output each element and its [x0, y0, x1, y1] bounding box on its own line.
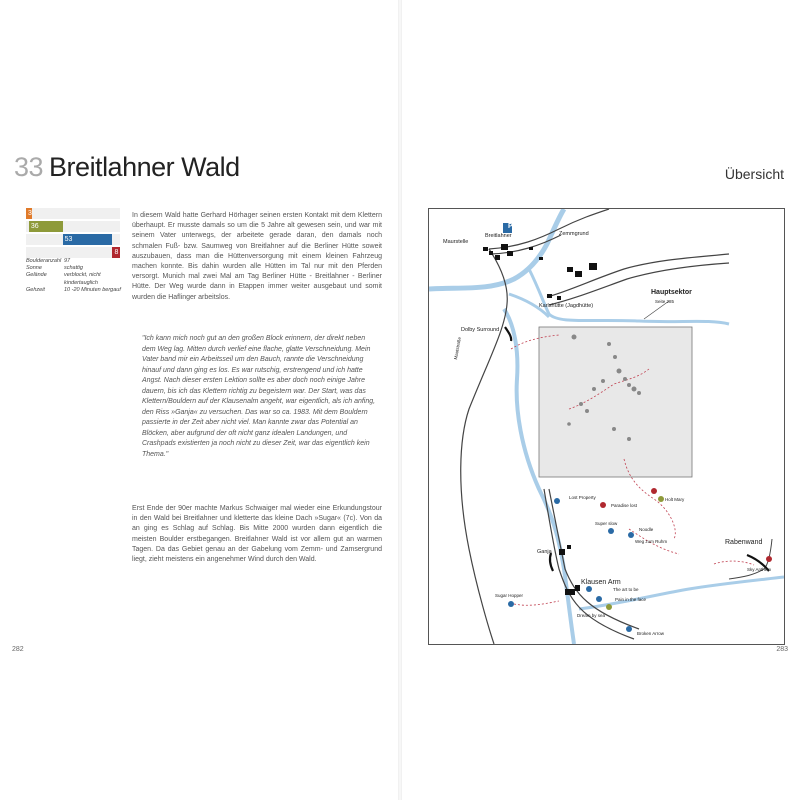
stat-key: Boulderanzahl [26, 258, 62, 264]
label-dolby-surround: Dolby Surround [461, 327, 500, 333]
label-maurstelle: Maurstelle [443, 239, 469, 245]
area-number: 33 [14, 152, 44, 182]
road [549, 263, 729, 305]
quote-paragraph: "Ich kann mich noch gut an den großen Block erinnern, der direkt neben dem Weg lag. Mitten durch verlief eine flache, glatte Verschneidung. Mein Vater band mir ein Arbeitsseil um den Bauch, rannte die Verschneidung hinauf und dann ging es los. Es war rutschig, erstrengend und ich hatte Angst. Nach dieser ersten Lektion sollte es aber doch noch einige Jahre dauern, bis ich das Klettern richtig zu begeistern war. Der Start, was das Klettern/Bouldern auf der Klausenalm angeht, war eigentlich, als ich anfing, den Riss »Ganja« zu versuchen. Das war so ca. 1983. Mit dem Bouldern passierte in der Zeit aber nicht viel. Man kannte zwar das Potential an Blöcken, aber aufgrund der oft nicht ganz idealen Landungen, und Crashpads existierten ja noch nicht zu dieser Zeit, war das eigentlich kein Thema." [142, 335, 376, 458]
building [539, 257, 543, 260]
label-lost-property: Lost Property [569, 495, 596, 500]
building [507, 251, 513, 256]
hauptsektor-area [539, 327, 692, 477]
stat-row [26, 287, 126, 294]
building [565, 589, 575, 595]
river [429, 209, 564, 289]
trail [714, 561, 754, 565]
label-klausen-arm: Klausen Arm [581, 579, 621, 586]
building [501, 244, 508, 250]
rock-wall [505, 327, 511, 341]
building [589, 263, 597, 270]
building [547, 294, 552, 298]
difficulty-bars [26, 208, 120, 260]
label-sky-anthem: Sky Anthem [747, 567, 772, 572]
stat-value: schattig [64, 265, 83, 272]
label-broken-arrow: Broken Arrow [637, 631, 665, 636]
area-title: Breitlahner Wald [49, 152, 240, 182]
page-number-left: 282 [12, 646, 24, 653]
difficulty-bar: 36 [29, 221, 63, 232]
difficulty-bar: 3 [28, 210, 32, 217]
stat-value: verblockt, nicht kindertauglich [64, 272, 101, 286]
page-title [14, 152, 240, 183]
stat-key: Gehzeit [26, 286, 45, 293]
parking-symbol: P [508, 223, 513, 230]
building [529, 247, 533, 250]
label-ganja: Ganja [537, 549, 552, 555]
building [557, 296, 561, 300]
stat-value: 10 -20 Minuten bergauf [64, 286, 121, 293]
trail [514, 601, 559, 605]
building [495, 255, 500, 260]
label-zemmgrund: Zemmgrund [559, 231, 589, 237]
difficulty-bar: 53 [63, 234, 113, 245]
stat-key: Sonne [26, 265, 42, 272]
label-mautstrasse: Mautstraße [453, 336, 462, 360]
label-rabenwand: Rabenwand [725, 539, 763, 546]
area-stats [26, 258, 126, 294]
building [567, 545, 571, 549]
label-sugar-hopper: Sugar Hopper [495, 593, 524, 598]
building [483, 247, 488, 251]
label-super-slow: Super slow [595, 521, 618, 526]
overview-map [428, 208, 785, 645]
difficulty-bar: 8 [114, 249, 119, 256]
label-pain-in-the-face: Pain in the face [615, 597, 647, 602]
intro-paragraph: In diesem Wald hatte Gerhard Hörhager seinen ersten Kontakt mit dem Klettern überhaupt. Er musste damals so um die 5 Jahre alt gewesen sein, und war mit seinem Vater unterwegs, der arbeitete gerade daran, den damals noch schmalen Fuß- bzw. Saumweg von Breitlahner auf die Berliner Hütte soweit auszubauen, dass man die Hüttenversorgung mit einem kleinen Fahrzeug machen konnte. Bis dahin wurden alle Hütten im Tal nur mit den Pferden versorgt. Munich mal zwei Mal am Tag Berliner Hütte - Breitlahner - Berliner Hütte. Der Weg wurde dann in Etappen immer weiter ausgebaut und somit wurden die Haflinger arbeitslos. [132, 212, 382, 301]
label-seite: Seite 285 [655, 299, 675, 304]
label-the-art-to-be: The art to be [613, 587, 639, 592]
building [489, 251, 493, 255]
overview-heading: Übersicht [724, 166, 784, 182]
label-paradise-lost: Paradise lost [611, 503, 638, 508]
building [575, 271, 582, 277]
page-number-right: 283 [776, 646, 788, 653]
difficulty-bar-row [26, 208, 120, 219]
label-hauptsektor: Hauptsektor [651, 289, 692, 296]
closing-paragraph: Erst Ende der 90er machte Markus Schwaiger mal wieder eine Erkundungstour in den Wald bei Breitlahner und kletterte das kleine Dach »Sugar« (7c). Von da an ging es Schlag auf Schlag. Bis Mitte 2000 wurden dann eigentlich die meisten Boulder erstbegangen. Breitlahner Wald ist vor allem gut an warmen Tagen. Da das Gebiet genau an der Gabelung vom Zemm- und Zamsergrund liegt, zieht meistens ein angenehmer Wind durch den Wald. [132, 505, 382, 564]
label-weg-zum-ruhm: Weg zum Ruhm [635, 539, 668, 544]
rock-wall [550, 553, 553, 571]
stat-row [26, 258, 126, 265]
stat-row [26, 272, 126, 286]
label-breitlahner: Breitlahner [485, 233, 512, 239]
building [567, 267, 573, 272]
stat-key: Gelände [26, 272, 47, 279]
label-karlshuette: Karlshütte (Jagdhütte) [539, 303, 594, 309]
difficulty-bar-row [26, 221, 120, 232]
stat-row [26, 265, 126, 272]
building [575, 585, 580, 591]
difficulty-bar-row [26, 247, 120, 258]
road [461, 249, 508, 644]
building [559, 549, 565, 555]
label-noodle: Noodle [639, 527, 654, 532]
difficulty-bar-row [26, 234, 120, 245]
label-dream-by-sea: Dream by sea [577, 613, 606, 618]
stat-value: 97 [64, 258, 71, 264]
label-holt-mary: Holt Mary [665, 497, 685, 502]
